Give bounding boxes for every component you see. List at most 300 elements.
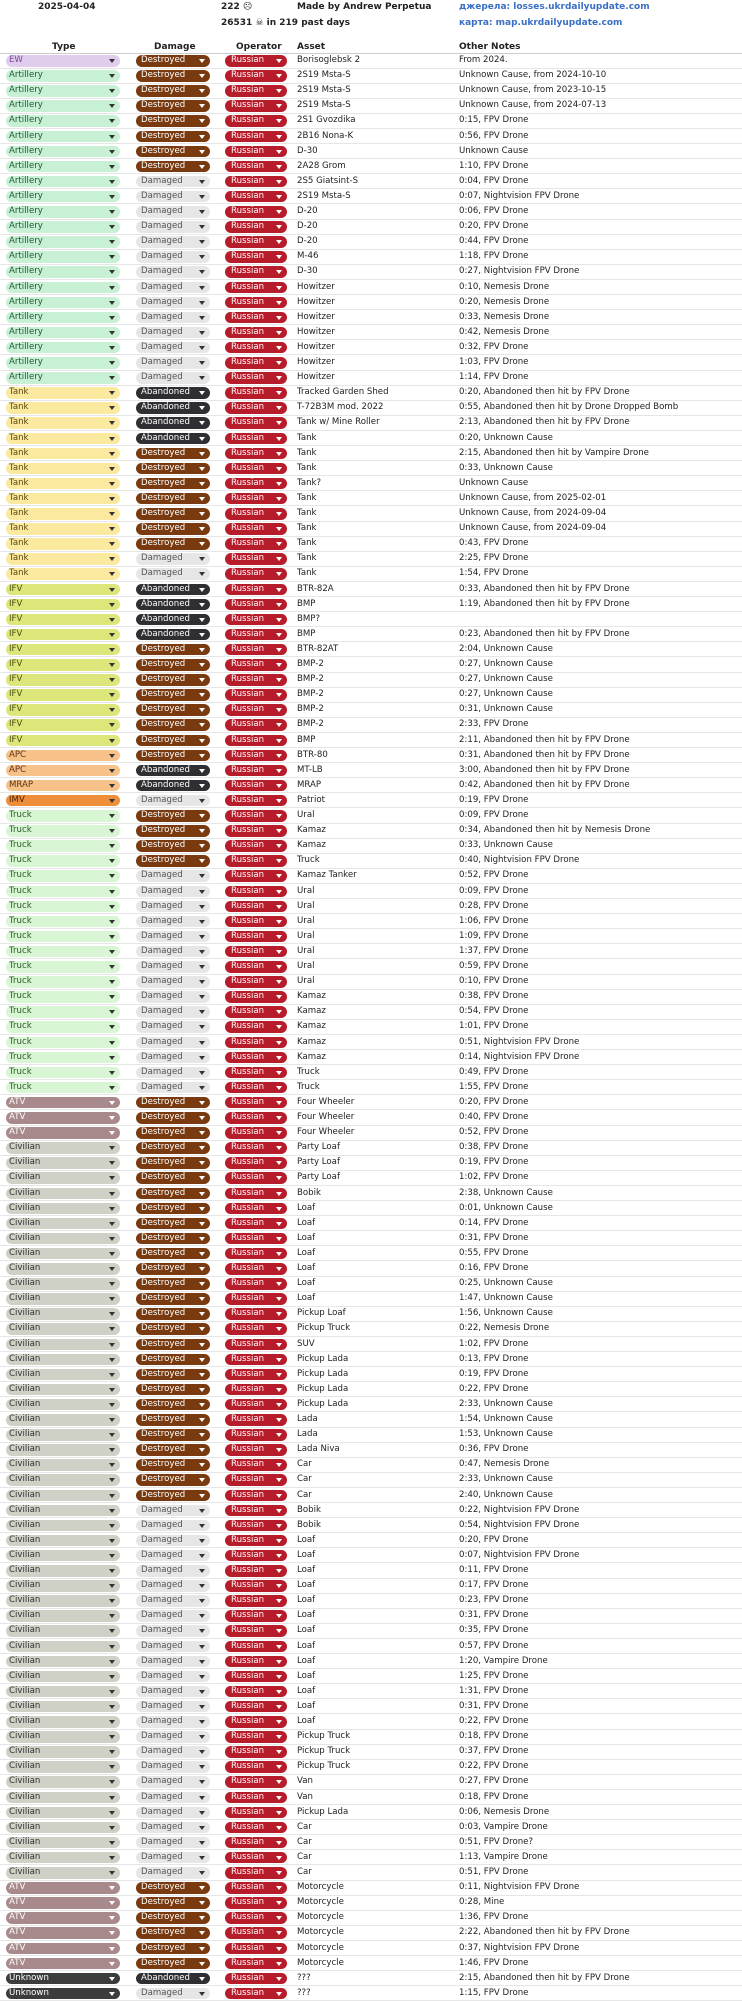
operator-dropdown[interactable]: [225, 1203, 287, 1215]
operator-dropdown[interactable]: [225, 221, 287, 233]
damage-dropdown[interactable]: [136, 855, 210, 867]
operator-dropdown[interactable]: [225, 719, 287, 731]
type-dropdown[interactable]: [6, 629, 120, 641]
operator-dropdown[interactable]: [225, 1671, 287, 1683]
operator-dropdown[interactable]: [225, 553, 287, 565]
type-dropdown[interactable]: [6, 840, 120, 852]
operator-dropdown[interactable]: [225, 1505, 287, 1517]
type-dropdown[interactable]: [6, 991, 120, 1003]
operator-dropdown[interactable]: [225, 1610, 287, 1622]
type-dropdown[interactable]: [6, 70, 120, 82]
type-dropdown[interactable]: [6, 1912, 120, 1924]
operator-dropdown[interactable]: [225, 297, 287, 309]
operator-dropdown[interactable]: [225, 131, 287, 143]
type-dropdown[interactable]: [6, 372, 120, 384]
operator-dropdown[interactable]: [225, 901, 287, 913]
operator-dropdown[interactable]: [225, 493, 287, 505]
operator-dropdown[interactable]: [225, 855, 287, 867]
damage-dropdown[interactable]: [136, 342, 210, 354]
type-dropdown[interactable]: [6, 1459, 120, 1471]
operator-dropdown[interactable]: [225, 1822, 287, 1834]
operator-dropdown[interactable]: [225, 931, 287, 943]
damage-dropdown[interactable]: [136, 297, 210, 309]
operator-dropdown[interactable]: [225, 176, 287, 188]
operator-dropdown[interactable]: [225, 1474, 287, 1486]
damage-dropdown[interactable]: [136, 1127, 210, 1139]
damage-dropdown[interactable]: [136, 1807, 210, 1819]
type-dropdown[interactable]: [6, 795, 120, 807]
type-dropdown[interactable]: [6, 1943, 120, 1955]
damage-dropdown[interactable]: [136, 100, 210, 112]
type-dropdown[interactable]: [6, 1837, 120, 1849]
type-dropdown[interactable]: [6, 568, 120, 580]
type-dropdown[interactable]: [6, 523, 120, 535]
damage-dropdown[interactable]: [136, 1792, 210, 1804]
damage-dropdown[interactable]: [136, 795, 210, 807]
type-dropdown[interactable]: [6, 538, 120, 550]
damage-dropdown[interactable]: [136, 161, 210, 173]
operator-dropdown[interactable]: [225, 1490, 287, 1502]
type-dropdown[interactable]: [6, 1278, 120, 1290]
source-link-map[interactable]: карта: map.ukrdailyupdate.com: [459, 18, 623, 28]
type-dropdown[interactable]: [6, 1142, 120, 1154]
type-dropdown[interactable]: [6, 85, 120, 97]
operator-dropdown[interactable]: [225, 1792, 287, 1804]
type-dropdown[interactable]: [6, 357, 120, 369]
damage-dropdown[interactable]: [136, 1339, 210, 1351]
operator-dropdown[interactable]: [225, 146, 287, 158]
type-dropdown[interactable]: [6, 236, 120, 248]
damage-dropdown[interactable]: [136, 1973, 210, 1985]
damage-dropdown[interactable]: [136, 1490, 210, 1502]
operator-dropdown[interactable]: [225, 1958, 287, 1970]
type-dropdown[interactable]: [6, 251, 120, 263]
operator-dropdown[interactable]: [225, 644, 287, 656]
damage-dropdown[interactable]: [136, 901, 210, 913]
operator-dropdown[interactable]: [225, 251, 287, 263]
damage-dropdown[interactable]: [136, 1882, 210, 1894]
operator-dropdown[interactable]: [225, 1580, 287, 1592]
operator-dropdown[interactable]: [225, 115, 287, 127]
operator-dropdown[interactable]: [225, 1399, 287, 1411]
type-dropdown[interactable]: [6, 1097, 120, 1109]
type-dropdown[interactable]: [6, 946, 120, 958]
operator-dropdown[interactable]: [225, 70, 287, 82]
operator-dropdown[interactable]: [225, 1897, 287, 1909]
type-dropdown[interactable]: [6, 1535, 120, 1547]
damage-dropdown[interactable]: [136, 1656, 210, 1668]
damage-dropdown[interactable]: [136, 1550, 210, 1562]
damage-dropdown[interactable]: [136, 1988, 210, 2000]
damage-dropdown[interactable]: [136, 478, 210, 490]
damage-dropdown[interactable]: [136, 523, 210, 535]
operator-dropdown[interactable]: [225, 810, 287, 822]
type-dropdown[interactable]: [6, 1807, 120, 1819]
damage-dropdown[interactable]: [136, 644, 210, 656]
operator-dropdown[interactable]: [225, 1444, 287, 1456]
operator-dropdown[interactable]: [225, 750, 287, 762]
operator-dropdown[interactable]: [225, 1776, 287, 1788]
type-dropdown[interactable]: [6, 1490, 120, 1502]
type-dropdown[interactable]: [6, 1580, 120, 1592]
operator-dropdown[interactable]: [225, 1082, 287, 1094]
operator-dropdown[interactable]: [225, 568, 287, 580]
type-dropdown[interactable]: [6, 1006, 120, 1018]
operator-dropdown[interactable]: [225, 584, 287, 596]
type-dropdown[interactable]: [6, 1505, 120, 1517]
operator-dropdown[interactable]: [225, 1550, 287, 1562]
damage-dropdown[interactable]: [136, 1912, 210, 1924]
damage-dropdown[interactable]: [136, 433, 210, 445]
type-dropdown[interactable]: [6, 1746, 120, 1758]
type-dropdown[interactable]: [6, 689, 120, 701]
damage-dropdown[interactable]: [136, 417, 210, 429]
operator-dropdown[interactable]: [225, 1852, 287, 1864]
operator-dropdown[interactable]: [225, 870, 287, 882]
operator-dropdown[interactable]: [225, 478, 287, 490]
operator-dropdown[interactable]: [225, 735, 287, 747]
column-header-type[interactable]: Type: [52, 42, 76, 52]
type-dropdown[interactable]: [6, 342, 120, 354]
type-dropdown[interactable]: [6, 1293, 120, 1305]
operator-dropdown[interactable]: [225, 976, 287, 988]
type-dropdown[interactable]: [6, 1399, 120, 1411]
type-dropdown[interactable]: [6, 191, 120, 203]
operator-dropdown[interactable]: [225, 1339, 287, 1351]
type-dropdown[interactable]: [6, 780, 120, 792]
damage-dropdown[interactable]: [136, 131, 210, 143]
damage-dropdown[interactable]: [136, 976, 210, 988]
damage-dropdown[interactable]: [136, 1610, 210, 1622]
type-dropdown[interactable]: [6, 1323, 120, 1335]
type-dropdown[interactable]: [6, 1776, 120, 1788]
type-dropdown[interactable]: [6, 206, 120, 218]
type-dropdown[interactable]: [6, 1716, 120, 1728]
type-dropdown[interactable]: [6, 1188, 120, 1200]
type-dropdown[interactable]: [6, 553, 120, 565]
damage-dropdown[interactable]: [136, 327, 210, 339]
damage-dropdown[interactable]: [136, 1897, 210, 1909]
type-dropdown[interactable]: [6, 176, 120, 188]
operator-dropdown[interactable]: [225, 1459, 287, 1471]
damage-dropdown[interactable]: [136, 1625, 210, 1637]
damage-dropdown[interactable]: [136, 1535, 210, 1547]
operator-dropdown[interactable]: [225, 448, 287, 460]
type-dropdown[interactable]: [6, 1248, 120, 1260]
operator-dropdown[interactable]: [225, 946, 287, 958]
damage-dropdown[interactable]: [136, 704, 210, 716]
type-dropdown[interactable]: [6, 402, 120, 414]
operator-dropdown[interactable]: [225, 236, 287, 248]
type-dropdown[interactable]: [6, 1686, 120, 1698]
type-dropdown[interactable]: [6, 810, 120, 822]
operator-dropdown[interactable]: [225, 433, 287, 445]
type-dropdown[interactable]: [6, 976, 120, 988]
damage-dropdown[interactable]: [136, 735, 210, 747]
type-dropdown[interactable]: [6, 1988, 120, 2000]
damage-dropdown[interactable]: [136, 312, 210, 324]
type-dropdown[interactable]: [6, 463, 120, 475]
operator-dropdown[interactable]: [225, 85, 287, 97]
operator-dropdown[interactable]: [225, 266, 287, 278]
operator-dropdown[interactable]: [225, 1565, 287, 1577]
damage-dropdown[interactable]: [136, 1218, 210, 1230]
type-dropdown[interactable]: [6, 1565, 120, 1577]
damage-dropdown[interactable]: [136, 538, 210, 550]
operator-dropdown[interactable]: [225, 523, 287, 535]
damage-dropdown[interactable]: [136, 1822, 210, 1834]
type-dropdown[interactable]: [6, 1233, 120, 1245]
operator-dropdown[interactable]: [225, 1142, 287, 1154]
operator-dropdown[interactable]: [225, 1157, 287, 1169]
operator-dropdown[interactable]: [225, 1233, 287, 1245]
damage-dropdown[interactable]: [136, 568, 210, 580]
type-dropdown[interactable]: [6, 704, 120, 716]
type-dropdown[interactable]: [6, 266, 120, 278]
damage-dropdown[interactable]: [136, 1414, 210, 1426]
operator-dropdown[interactable]: [225, 991, 287, 1003]
damage-dropdown[interactable]: [136, 266, 210, 278]
type-dropdown[interactable]: [6, 916, 120, 928]
damage-dropdown[interactable]: [136, 85, 210, 97]
damage-dropdown[interactable]: [136, 115, 210, 127]
type-dropdown[interactable]: [6, 1339, 120, 1351]
damage-dropdown[interactable]: [136, 553, 210, 565]
damage-dropdown[interactable]: [136, 1037, 210, 1049]
operator-dropdown[interactable]: [225, 1037, 287, 1049]
damage-dropdown[interactable]: [136, 886, 210, 898]
operator-dropdown[interactable]: [225, 1520, 287, 1532]
damage-dropdown[interactable]: [136, 1746, 210, 1758]
type-dropdown[interactable]: [6, 1625, 120, 1637]
operator-dropdown[interactable]: [225, 508, 287, 520]
damage-dropdown[interactable]: [136, 840, 210, 852]
damage-dropdown[interactable]: [136, 870, 210, 882]
operator-dropdown[interactable]: [225, 312, 287, 324]
operator-dropdown[interactable]: [225, 1716, 287, 1728]
type-dropdown[interactable]: [6, 1867, 120, 1879]
type-dropdown[interactable]: [6, 886, 120, 898]
damage-dropdown[interactable]: [136, 1308, 210, 1320]
type-dropdown[interactable]: [6, 1761, 120, 1773]
damage-dropdown[interactable]: [136, 282, 210, 294]
operator-dropdown[interactable]: [225, 689, 287, 701]
type-dropdown[interactable]: [6, 1021, 120, 1033]
operator-dropdown[interactable]: [225, 1641, 287, 1653]
damage-dropdown[interactable]: [136, 1761, 210, 1773]
damage-dropdown[interactable]: [136, 1474, 210, 1486]
damage-dropdown[interactable]: [136, 70, 210, 82]
operator-dropdown[interactable]: [225, 387, 287, 399]
type-dropdown[interactable]: [6, 584, 120, 596]
operator-dropdown[interactable]: [225, 1293, 287, 1305]
type-dropdown[interactable]: [6, 55, 120, 67]
damage-dropdown[interactable]: [136, 1837, 210, 1849]
damage-dropdown[interactable]: [136, 916, 210, 928]
operator-dropdown[interactable]: [225, 1595, 287, 1607]
operator-dropdown[interactable]: [225, 1354, 287, 1366]
operator-dropdown[interactable]: [225, 916, 287, 928]
damage-dropdown[interactable]: [136, 1354, 210, 1366]
operator-dropdown[interactable]: [225, 961, 287, 973]
damage-dropdown[interactable]: [136, 1172, 210, 1184]
operator-dropdown[interactable]: [225, 1067, 287, 1079]
type-dropdown[interactable]: [6, 1822, 120, 1834]
damage-dropdown[interactable]: [136, 236, 210, 248]
type-dropdown[interactable]: [6, 221, 120, 233]
damage-dropdown[interactable]: [136, 402, 210, 414]
source-link-losses[interactable]: джерела: losses.ukrdailyupdate.com: [459, 2, 650, 12]
damage-dropdown[interactable]: [136, 55, 210, 67]
damage-dropdown[interactable]: [136, 780, 210, 792]
damage-dropdown[interactable]: [136, 1459, 210, 1471]
type-dropdown[interactable]: [6, 493, 120, 505]
damage-dropdown[interactable]: [136, 493, 210, 505]
type-dropdown[interactable]: [6, 1852, 120, 1864]
operator-dropdown[interactable]: [225, 1927, 287, 1939]
damage-dropdown[interactable]: [136, 931, 210, 943]
type-dropdown[interactable]: [6, 327, 120, 339]
type-dropdown[interactable]: [6, 1218, 120, 1230]
column-header-asset[interactable]: Asset: [297, 42, 326, 52]
operator-dropdown[interactable]: [225, 1052, 287, 1064]
damage-dropdown[interactable]: [136, 1505, 210, 1517]
type-dropdown[interactable]: [6, 478, 120, 490]
damage-dropdown[interactable]: [136, 629, 210, 641]
type-dropdown[interactable]: [6, 433, 120, 445]
column-header-damage[interactable]: Damage: [154, 42, 196, 52]
damage-dropdown[interactable]: [136, 1671, 210, 1683]
type-dropdown[interactable]: [6, 1172, 120, 1184]
type-dropdown[interactable]: [6, 1082, 120, 1094]
damage-dropdown[interactable]: [136, 1233, 210, 1245]
type-dropdown[interactable]: [6, 1414, 120, 1426]
damage-dropdown[interactable]: [136, 719, 210, 731]
operator-dropdown[interactable]: [225, 1701, 287, 1713]
type-dropdown[interactable]: [6, 1308, 120, 1320]
damage-dropdown[interactable]: [136, 1641, 210, 1653]
damage-dropdown[interactable]: [136, 1716, 210, 1728]
damage-dropdown[interactable]: [136, 1565, 210, 1577]
type-dropdown[interactable]: [6, 735, 120, 747]
type-dropdown[interactable]: [6, 312, 120, 324]
operator-dropdown[interactable]: [225, 463, 287, 475]
operator-dropdown[interactable]: [225, 1369, 287, 1381]
type-dropdown[interactable]: [6, 1067, 120, 1079]
type-dropdown[interactable]: [6, 1973, 120, 1985]
damage-dropdown[interactable]: [136, 1203, 210, 1215]
type-dropdown[interactable]: [6, 1384, 120, 1396]
operator-dropdown[interactable]: [225, 1882, 287, 1894]
damage-dropdown[interactable]: [136, 946, 210, 958]
damage-dropdown[interactable]: [136, 387, 210, 399]
damage-dropdown[interactable]: [136, 1067, 210, 1079]
damage-dropdown[interactable]: [136, 463, 210, 475]
operator-dropdown[interactable]: [225, 1988, 287, 2000]
operator-dropdown[interactable]: [225, 161, 287, 173]
type-dropdown[interactable]: [6, 719, 120, 731]
type-dropdown[interactable]: [6, 1474, 120, 1486]
type-dropdown[interactable]: [6, 614, 120, 626]
column-header-notes[interactable]: Other Notes: [459, 42, 521, 52]
type-dropdown[interactable]: [6, 1550, 120, 1562]
damage-dropdown[interactable]: [136, 991, 210, 1003]
damage-dropdown[interactable]: [136, 1384, 210, 1396]
operator-dropdown[interactable]: [225, 327, 287, 339]
damage-dropdown[interactable]: [136, 1293, 210, 1305]
damage-dropdown[interactable]: [136, 1595, 210, 1607]
operator-dropdown[interactable]: [225, 1278, 287, 1290]
operator-dropdown[interactable]: [225, 1097, 287, 1109]
type-dropdown[interactable]: [6, 1203, 120, 1215]
type-dropdown[interactable]: [6, 1354, 120, 1366]
damage-dropdown[interactable]: [136, 1852, 210, 1864]
operator-dropdown[interactable]: [225, 1021, 287, 1033]
damage-dropdown[interactable]: [136, 1248, 210, 1260]
type-dropdown[interactable]: [6, 508, 120, 520]
damage-dropdown[interactable]: [136, 1580, 210, 1592]
damage-dropdown[interactable]: [136, 1701, 210, 1713]
damage-dropdown[interactable]: [136, 1731, 210, 1743]
damage-dropdown[interactable]: [136, 357, 210, 369]
damage-dropdown[interactable]: [136, 1278, 210, 1290]
type-dropdown[interactable]: [6, 901, 120, 913]
damage-dropdown[interactable]: [136, 1097, 210, 1109]
damage-dropdown[interactable]: [136, 1429, 210, 1441]
operator-dropdown[interactable]: [225, 614, 287, 626]
column-header-operator[interactable]: Operator: [236, 42, 282, 52]
type-dropdown[interactable]: [6, 870, 120, 882]
damage-dropdown[interactable]: [136, 810, 210, 822]
operator-dropdown[interactable]: [225, 1837, 287, 1849]
type-dropdown[interactable]: [6, 644, 120, 656]
operator-dropdown[interactable]: [225, 1807, 287, 1819]
operator-dropdown[interactable]: [225, 840, 287, 852]
type-dropdown[interactable]: [6, 1157, 120, 1169]
type-dropdown[interactable]: [6, 282, 120, 294]
type-dropdown[interactable]: [6, 131, 120, 143]
operator-dropdown[interactable]: [225, 825, 287, 837]
type-dropdown[interactable]: [6, 1127, 120, 1139]
operator-dropdown[interactable]: [225, 357, 287, 369]
type-dropdown[interactable]: [6, 161, 120, 173]
operator-dropdown[interactable]: [225, 1625, 287, 1637]
type-dropdown[interactable]: [6, 1701, 120, 1713]
type-dropdown[interactable]: [6, 1037, 120, 1049]
operator-dropdown[interactable]: [225, 100, 287, 112]
operator-dropdown[interactable]: [225, 629, 287, 641]
operator-dropdown[interactable]: [225, 1308, 287, 1320]
operator-dropdown[interactable]: [225, 1731, 287, 1743]
damage-dropdown[interactable]: [136, 1157, 210, 1169]
operator-dropdown[interactable]: [225, 886, 287, 898]
type-dropdown[interactable]: [6, 825, 120, 837]
operator-dropdown[interactable]: [225, 55, 287, 67]
damage-dropdown[interactable]: [136, 584, 210, 596]
damage-dropdown[interactable]: [136, 689, 210, 701]
operator-dropdown[interactable]: [225, 417, 287, 429]
type-dropdown[interactable]: [6, 961, 120, 973]
operator-dropdown[interactable]: [225, 1867, 287, 1879]
damage-dropdown[interactable]: [136, 1943, 210, 1955]
operator-dropdown[interactable]: [225, 1656, 287, 1668]
operator-dropdown[interactable]: [225, 282, 287, 294]
damage-dropdown[interactable]: [136, 508, 210, 520]
damage-dropdown[interactable]: [136, 674, 210, 686]
damage-dropdown[interactable]: [136, 1052, 210, 1064]
type-dropdown[interactable]: [6, 100, 120, 112]
damage-dropdown[interactable]: [136, 659, 210, 671]
